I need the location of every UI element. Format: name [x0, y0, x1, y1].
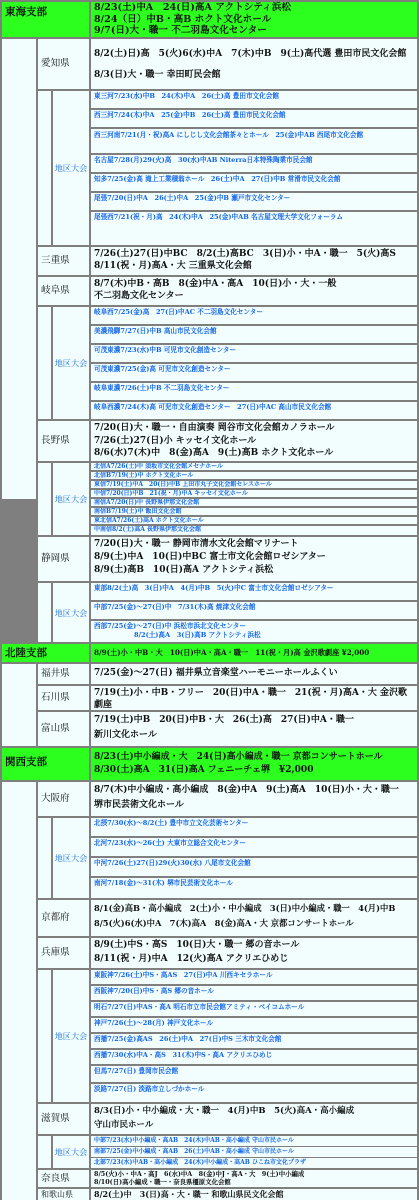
schedule-line: 8/11(祝・月)中A 12(火)高A アクリエひめじ [94, 953, 289, 964]
prefecture-ishikawa: 石川県 [38, 686, 89, 710]
prefecture-nagano-schedule [91, 421, 417, 461]
branch-tokai: 東海支部 [2, 2, 89, 37]
region-entry: 岐阜東濃7/26(土)中B 不二羽島文化センター [91, 383, 417, 400]
schedule-line: 8/23(土)中小編成・大 24(日)高小編成・職一 京都コンサートホール [94, 752, 383, 762]
region-entry: 岐阜西7/25(金)高 27(日)中AC 不二羽島文化センター [91, 307, 417, 324]
region-entry: 可茂東濃7/23(水)中B 可児市文化創造センター [91, 345, 417, 362]
schedule-line: 8/11(祝・月)高A・大 三重県文化会館 [94, 261, 252, 271]
region-label-osaka: 地区大会 [53, 818, 89, 898]
region-entry: 北部7/23(水)中AB・高小編成 24(木)中小編成・高AB ひこね市文化プラザ [91, 1158, 417, 1168]
region-label-nagano: 地区大会 [53, 463, 89, 535]
prefecture-kyoto-schedule [91, 900, 417, 936]
indent-cell [2, 664, 36, 746]
schedule-line: 8/3(日)大・職一 幸田町民会館 [94, 70, 221, 80]
branch-kansai-schedule [91, 748, 417, 780]
region-entry: 但馬7/27(日) 豊岡市民会館 [91, 1066, 417, 1082]
indent-cell [38, 583, 51, 642]
region-entry: 西三河7/24(木)中A 25(金)中B 26(土)高 豊田市民文化会館 [91, 110, 417, 127]
schedule-line: 8/9(土)高B 10(日)高A アクトシティ浜松 [94, 565, 274, 575]
prefecture-shizuoka: 静岡県 [38, 537, 89, 581]
prefecture-osaka: 大阪府 [38, 782, 89, 816]
schedule-line: 守山市民ホール [94, 1119, 154, 1130]
prefecture-fukui-schedule: 7/25(金)〜27(日) 福井県立音楽堂ハーモニーホールふくい [91, 664, 417, 684]
region-entry: 中部7/25(金)〜27(日)中 7/31(木)高 焼津文化会館 [91, 602, 417, 619]
region-entry: 中南信8/2(土)高A 長野県伊那文化会館 [91, 526, 417, 535]
prefecture-toyama: 富山県 [38, 712, 89, 746]
schedule-line: 7/20(日)大・職一・自由演奏 岡谷市文化会館カノラホール [94, 423, 335, 433]
indent-cell [38, 970, 51, 1102]
region-entry: 淡路7/27(日) 淡路市立しづかホール [91, 1084, 417, 1102]
region-entry: 美濃飛騨7/27(日)中B 高山市民文化会館 [91, 326, 417, 343]
region-entry: 西播7/25(金)高AS 26(土)中A 27(日)中S 三木市文化会館 [91, 1034, 417, 1048]
prefecture-hyogo: 兵庫県 [38, 938, 89, 968]
schedule-line: 7/26(土)27(日)中BC 8/2(土)高BC 3(日)小・中A・職一 5(火)高S [94, 249, 396, 259]
region-entry: 可茂東濃7/25(金)高 可児市文化創造センター [91, 364, 417, 381]
schedule-line: 8/5(火)6(水)中A 7(木)高A 8(金)高A・大 京都コンサートホール [94, 918, 354, 928]
indent-cell [38, 91, 51, 245]
schedule-line: 8/7(木)中小編成・高小編成 8(金)中A 9(土)高A 10(日)小・大・職一 [94, 785, 399, 795]
region-entry: 北信B7/19(土)中 ホクト文化ホール [91, 472, 417, 479]
region-entry: 南信B7/19(土)中 飯田文化会館 [91, 508, 417, 515]
prefecture-nara-schedule [91, 1170, 417, 1187]
schedule-line: 不二羽島文化センター [94, 291, 184, 301]
branch-tokai-schedule [91, 2, 417, 37]
prefecture-hyogo-schedule [91, 938, 417, 968]
prefecture-kyoto: 京都府 [38, 900, 89, 936]
indent-cell [38, 307, 51, 419]
region-entry: 北摂7/30(水)〜8/2(土) 豊中市立文化芸術センター [91, 818, 417, 836]
region-label-shiga: 地区大会 [53, 1136, 89, 1168]
region-entry: 北河7/23(水)〜26(土) 大東市立総合文化センター [91, 838, 417, 856]
prefecture-aichi: 愛知県 [38, 39, 89, 89]
region-entry: 岐阜西濃7/24(木)高 可児市文化創造センター 27(日)中AC 高山市民文化会館 [91, 402, 417, 419]
prefecture-gifu-schedule [91, 277, 417, 305]
schedule-line: 8/6(水)7(木)中 8(金)高A 9(土)高B ホクト文化ホール [94, 448, 334, 458]
region-entry: 明石7/27(日)中AS・高A 明石市立市民会館アミティ・ベイコムホール [91, 1002, 417, 1016]
prefecture-aichi-schedule [91, 39, 417, 89]
branch-hokuriku: 北陸支部 [2, 644, 89, 662]
indent-cell [38, 1136, 51, 1168]
branch-kansai: 関西支部 [2, 748, 89, 780]
schedule-line: 7/19(土)中B 20(日)中B・大 26(土)高 27(日)中A・職一 [94, 715, 354, 725]
region-entry: 南信A7/20(日)中 長野県伊那文化会館 [91, 499, 417, 506]
prefecture-shiga: 滋賀県 [38, 1104, 89, 1134]
schedule-line: 西部7/25(金)〜27(日)中 浜松市浜北文化センター [94, 622, 246, 630]
region-entry: 西三河南7/21(月・祝)高A にしじし文化会館茶々とホール 25(金)中AB 西尾市文化会館 [91, 129, 417, 153]
schedule-line: 7/19(土)小・中B・フリー 20(日)中A・職一 21(祝・月)高A・大 金沢歌劇座 [94, 688, 408, 710]
schedule-line: 7/20(日)大・職一 静岡市清水文化会館マリナート [94, 539, 299, 549]
schedule-line: 8/24（日）中B・高B ホクト文化ホール [94, 13, 272, 25]
region-entry: 南河7/18(金)〜31(木) 堺市民芸術文化ホール [91, 878, 417, 898]
region-entry: 知多7/25(金)高 滝上工業積翁ホール 26(土)中A 27(日)中B 常滑市民文化会館 [91, 174, 417, 191]
region-entry: 中河7/26(土)27(日)29(火)30(水) 八尾市文化会館 [91, 858, 417, 876]
region-entry: 北信A7/26(土)中 須坂市文化会館メセナホール [91, 463, 417, 470]
prefecture-wakayama-schedule: 8/2(土)中 3(日)高・大・職一 和歌山県民文化会館 [91, 1189, 417, 1200]
indent-cell [2, 39, 36, 499]
prefecture-osaka-schedule [91, 782, 417, 816]
schedule-line: 8/5(火)小・中A・高J 6(水)中A 8(金)中J・高A・大 9(土)中小編成 [94, 1170, 305, 1178]
schedule-line: 8/10(日)高小編成・職一・奈良県橿原文化会館 [94, 1177, 231, 1186]
region-entry: 東三河7/23(水)中B 24(木)中A 26(土)高 豊田市文化会館 [91, 91, 417, 108]
prefecture-shiga-schedule [91, 1104, 417, 1134]
schedule-line: 8/9(土)中S・高S 10(日)大・職一 郷の音ホール [94, 940, 300, 950]
indent-cell [38, 818, 51, 898]
schedule-line: 堺市民芸術文化ホール [94, 800, 184, 810]
region-label-hyogo: 地区大会 [53, 970, 89, 1102]
region-entry: 東信7/19(土)中A 20(日)中B 上田市丸子文化会館セレスホール [91, 481, 417, 488]
schedule-line: 8/9(土)中A 10(日)中BC 富士市文化会館ロゼシアター [94, 552, 326, 562]
prefecture-fukui: 福井県 [38, 664, 89, 684]
schedule-line: 9/7(日)大・職一 不二羽島文化センター [94, 25, 267, 36]
prefecture-nara: 奈良県 [38, 1170, 89, 1187]
region-entry: 尾張西7/21(祝・月)高 24(木)中A 25(金)中AB 名古屋文理大学文化フォーラム [91, 212, 417, 245]
prefecture-mie: 三重県 [38, 247, 89, 275]
region-entry [91, 621, 417, 642]
indent-cell [2, 782, 36, 1200]
schedule-line: 8/1(金)高B・高小編成 2(土)小・中小編成 3(日)中小編成・職一 4(月)中B [94, 903, 396, 913]
schedule-line: 8/7(木)中B・高B 8(金)中A・高A 10(日)小・大・一般 [94, 279, 337, 289]
prefecture-ishikawa-schedule [91, 686, 417, 710]
prefecture-wakayama: 和歌山県 [38, 1189, 89, 1200]
region-entry: 中部7/23(水)中小編成・高AB 24(木)中AB・高小編成 守山市民ホール [91, 1136, 417, 1146]
region-entry: 西阪神7/20(日)中S・高S 郷の音ホール [91, 986, 417, 1000]
prefecture-shizuoka-schedule [91, 537, 417, 581]
region-entry: 南部7/25(金)中小編成・高AB 26(土)中AB・高小編成 守山市民ホール [91, 1147, 417, 1157]
schedule-line: 8/2(土)日)高 5(火)6(水)中A 7(木)中B 9(土)高代選 豊田市民文化会館 [94, 49, 407, 59]
prefecture-mie-schedule [91, 247, 417, 275]
schedule-line: 8/30(土)高A 31(日)高A フェニーチェ堺 ¥2,000 [94, 765, 314, 775]
region-label-gifu: 地区大会 [53, 307, 89, 419]
region-entry: 西播7/30(水)中A・高S 31(木)中S・高A アクリエひめじ [91, 1050, 417, 1064]
region-entry: 中信7/20(日)中B 21(祝・月)中A キッセイ文化ホール [91, 490, 417, 497]
region-entry: 神戸7/26(土)〜28(月) 神戸文化ホール [91, 1018, 417, 1032]
region-entry: 東阪神7/26(土)中S・高AS 27(日)中A 川西キセラホール [91, 970, 417, 984]
schedule-line: 8/3(日)小・中小編成・大・職一 4(月)中B 5(火)高A・高小編成 [94, 1106, 355, 1116]
region-label-shizuoka: 地区大会 [53, 583, 89, 642]
prefecture-nagano: 長野県 [38, 421, 89, 461]
region-entry: 尾張7/20(日)中A 26(土)中A 25(金)中B 瀬戸市文化センター [91, 193, 417, 210]
branch-hokuriku-schedule: 8/9(土)小・中B・大 10(日)中A・高A・職一 11(祝・月)高 金沢歌劇座 ¥2,000 [91, 644, 417, 662]
schedule-line: 8/23(土)中A 24(日)高A アクトシティ浜松 [94, 2, 291, 13]
region-entry: 東部8/2(土)高 3(日)中A 4(月)中B 5(火)中C 富士市文化会館ロゼシアター [91, 583, 417, 600]
indent-cell [38, 463, 51, 535]
region-entry: 東北信A7/26(土)高A ホクト文化ホール [91, 517, 417, 524]
prefecture-toyama-schedule [91, 712, 417, 746]
schedule-line: 8/2(土)高A 3(日)高B アクトシティ浜松 [134, 631, 261, 639]
prefecture-gifu: 岐阜県 [38, 277, 89, 305]
region-entry: 名古屋7/28(月)29(火)高 30(水)中AB Niterra日本特殊陶業市民会館 [91, 155, 417, 172]
region-label-aichi: 地区大会 [53, 91, 89, 245]
schedule-line: 7/26(土)27(日)小 キッセイ文化ホール [94, 435, 257, 446]
schedule-line: 新川文化ホール [94, 730, 157, 740]
